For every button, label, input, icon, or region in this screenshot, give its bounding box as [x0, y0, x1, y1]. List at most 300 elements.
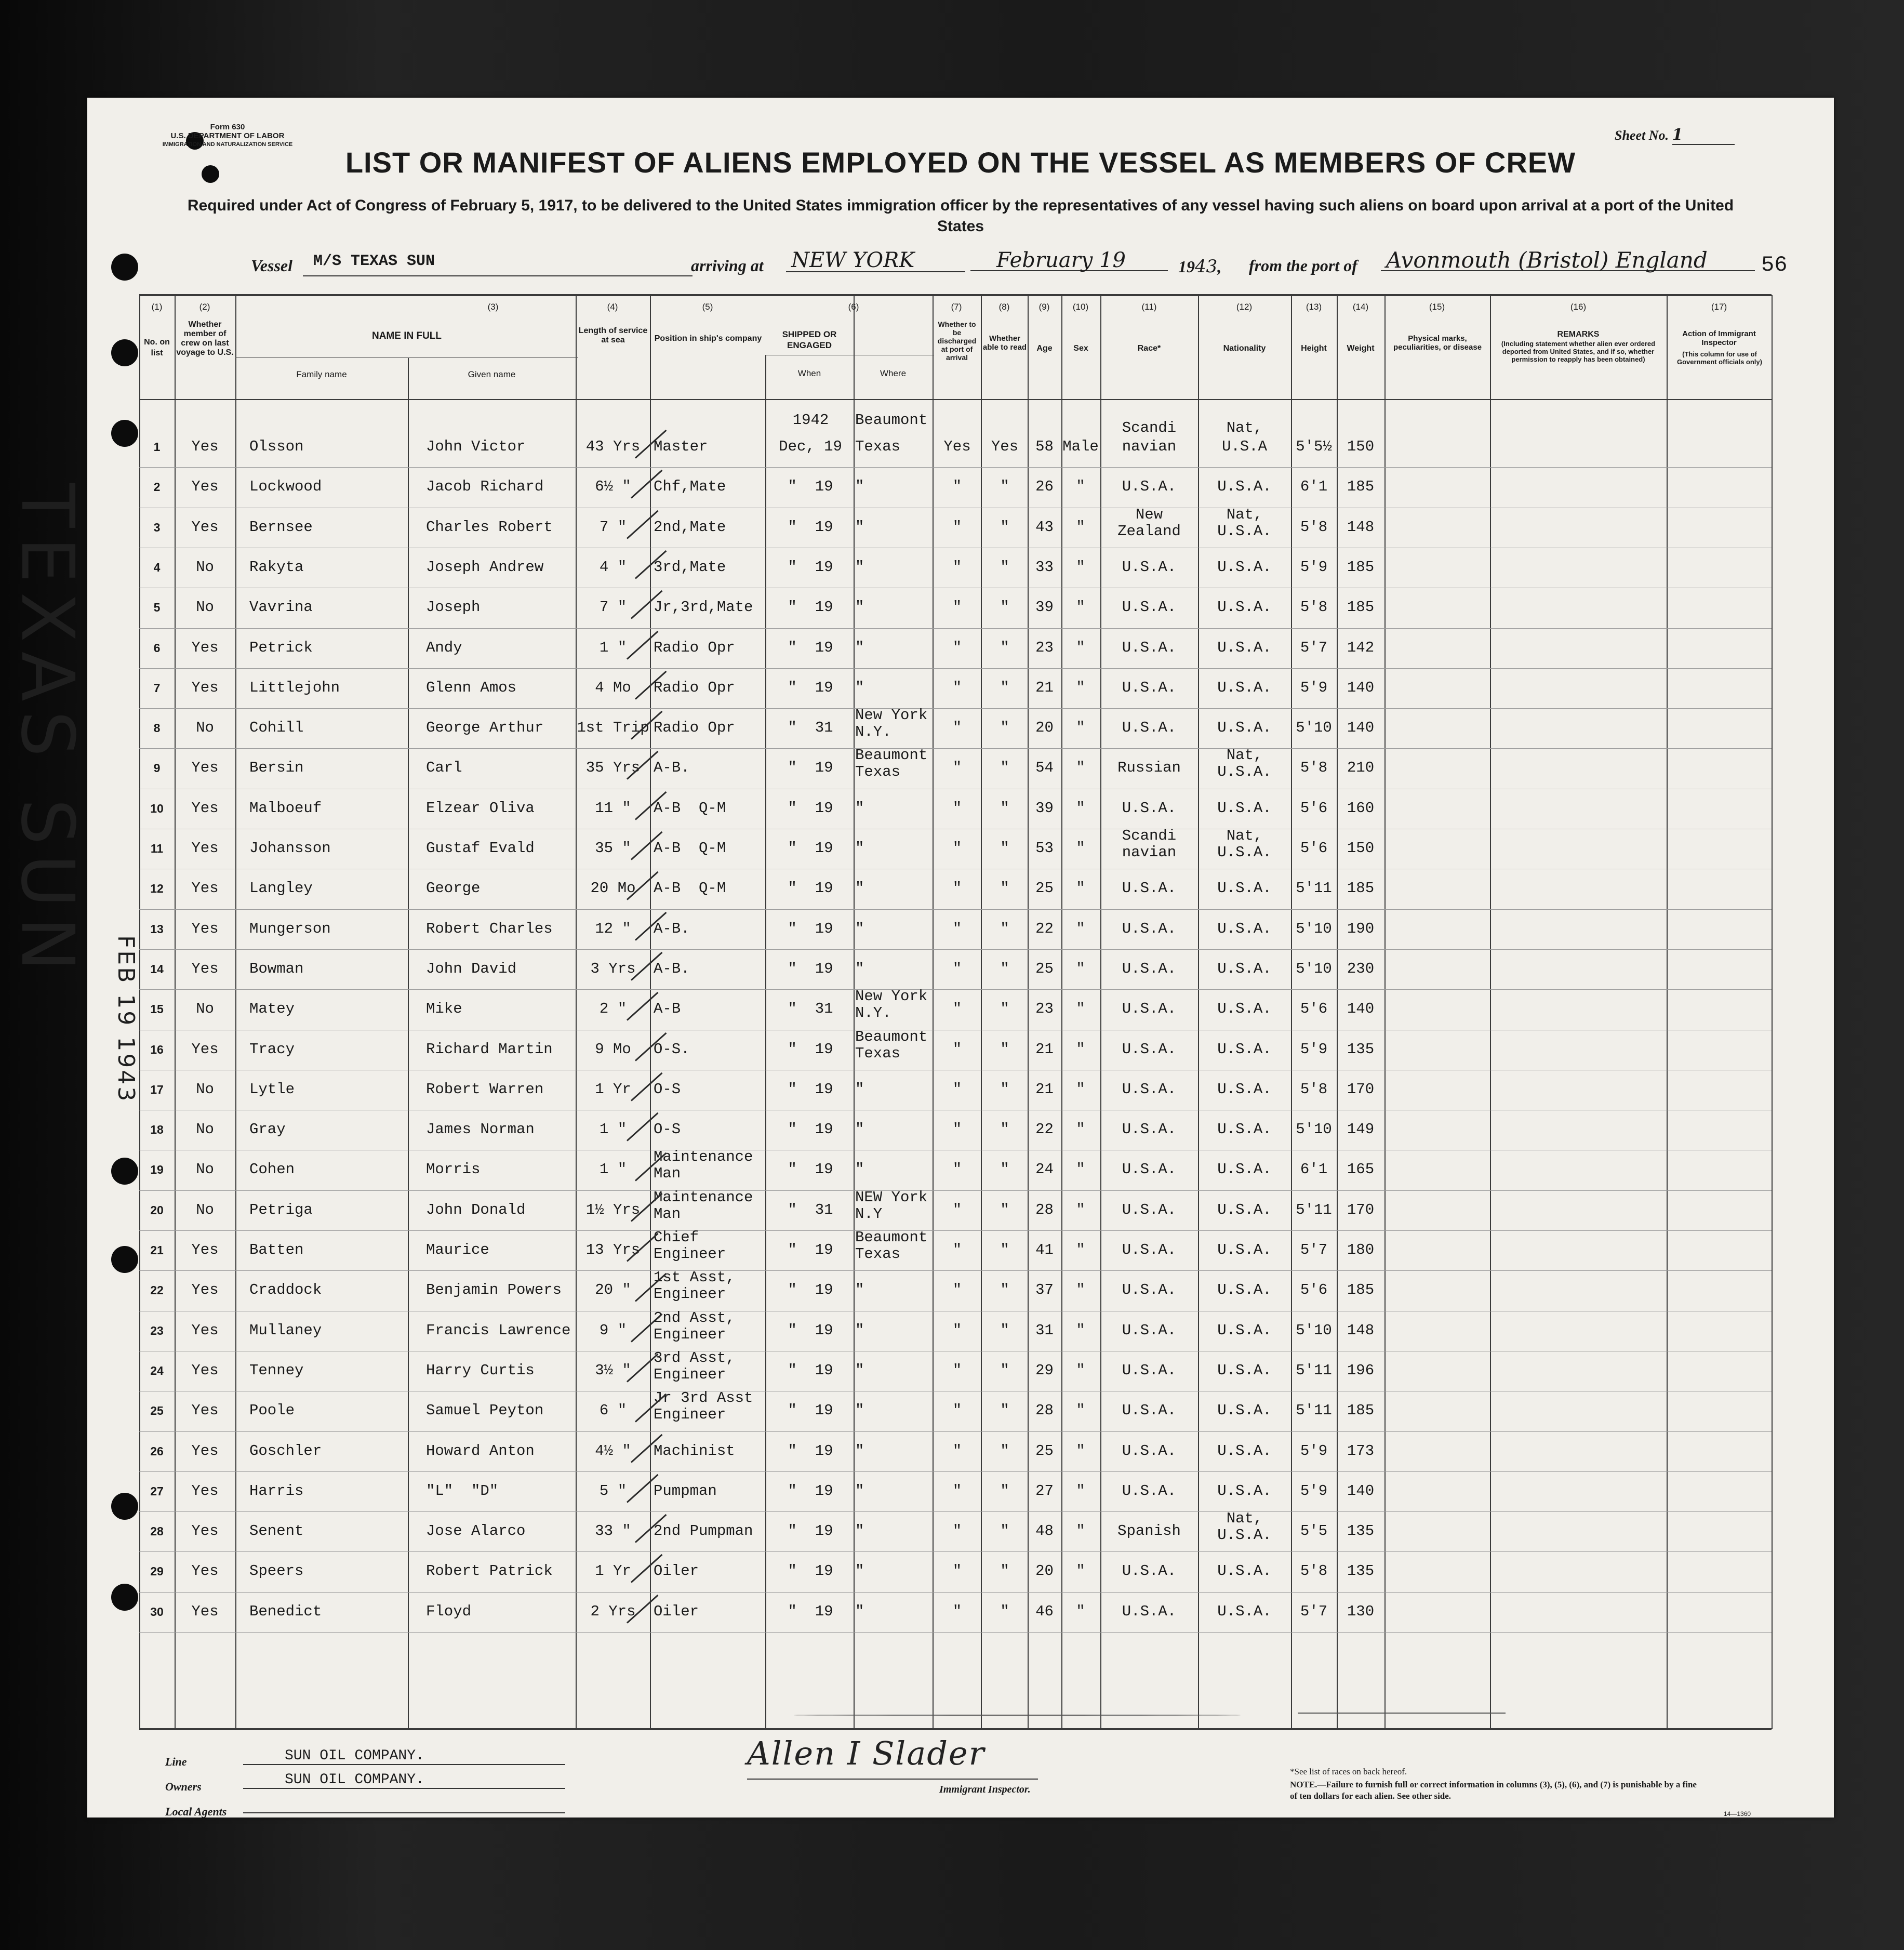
row-number: 16	[150, 1042, 164, 1056]
row-number: 19	[150, 1163, 164, 1177]
last-voyage-cell: No	[196, 1080, 214, 1098]
discharged-cell: "	[952, 1321, 962, 1339]
nationality-cell: Nat, U.S.A.	[1217, 506, 1272, 540]
when-cell: " 19	[788, 1281, 833, 1299]
given-name-cell: Samuel Peyton	[426, 1402, 544, 1420]
arrival-port: NEW YORK	[786, 248, 965, 272]
able-to-read-cell: "	[1000, 639, 1009, 656]
header-name-in-full: NAME IN FULL	[371, 330, 442, 341]
age-cell: 39	[1035, 799, 1054, 817]
manifest-sheet	[87, 98, 1834, 1818]
able-to-read-cell: "	[1000, 599, 1009, 616]
service-cell: 4½ "	[595, 1442, 631, 1460]
punch-hole	[111, 1158, 138, 1185]
age-cell: 28	[1035, 1201, 1054, 1218]
last-voyage-cell: No	[196, 1121, 214, 1138]
row-number: 24	[150, 1363, 164, 1377]
given-name-cell: Benjamin Powers	[426, 1281, 562, 1299]
able-to-read-cell: "	[1000, 1241, 1009, 1258]
row-number: 5	[153, 601, 161, 615]
discharged-cell: "	[952, 880, 962, 897]
table-row	[139, 1511, 1772, 1512]
able-to-read-cell: "	[1000, 1121, 1009, 1138]
header-nationality: Nationality	[1223, 344, 1266, 353]
age-cell: 25	[1035, 960, 1054, 977]
race-cell: U.S.A.	[1122, 1321, 1177, 1339]
where-cell: "	[855, 679, 864, 696]
given-name-cell: Gustaf Evald	[426, 840, 535, 857]
discharged-cell: "	[952, 518, 962, 536]
family-name-cell: Lockwood	[249, 478, 322, 496]
last-voyage-cell: Yes	[191, 1281, 219, 1299]
height-cell: 5'9	[1300, 1442, 1328, 1460]
service-cell: 9 Mo	[595, 1040, 631, 1058]
family-name-cell: Langley	[249, 880, 313, 897]
header-no-on-list: No. on list	[144, 338, 170, 357]
position-cell: Machinist	[654, 1442, 735, 1460]
height-cell: 5'9	[1300, 1482, 1328, 1500]
height-cell: 5'7	[1300, 639, 1328, 656]
able-to-read-cell: "	[1000, 1442, 1009, 1460]
when-cell: Dec, 19	[779, 438, 842, 455]
height-cell: 5'7	[1300, 1241, 1328, 1258]
age-cell: 54	[1035, 759, 1054, 777]
nationality-cell: U.S.A.	[1217, 1562, 1272, 1580]
row-number: 14	[150, 962, 164, 976]
age-cell: 21	[1035, 679, 1054, 696]
weight-cell: 140	[1347, 679, 1375, 696]
department: U.S. DEPARTMENT OF LABOR	[170, 131, 285, 140]
nationality-cell: U.S.A.	[1217, 1321, 1272, 1339]
position-cell: Radio Opr	[654, 719, 735, 737]
service-cell: 4 Mo	[595, 679, 631, 696]
able-to-read-cell: "	[1000, 679, 1009, 696]
position-cell: O-S.	[654, 1040, 690, 1058]
table-top-rule	[139, 294, 1772, 296]
when-cell: " 19	[788, 599, 833, 616]
service-cell: 33 "	[595, 1522, 631, 1540]
nationality-cell: Nat, U.S.A.	[1217, 827, 1272, 861]
race-cell: Spanish	[1117, 1522, 1181, 1540]
position-cell: Radio Opr	[654, 639, 735, 656]
nationality-cell: U.S.A.	[1217, 1241, 1272, 1258]
given-name-cell: Carl	[426, 759, 462, 777]
nationality-cell: U.S.A.	[1217, 1000, 1272, 1018]
punch-hole	[111, 1584, 138, 1611]
position-cell: Maintenance Man	[654, 1188, 753, 1223]
position-cell: O-S	[654, 1121, 681, 1138]
able-to-read-cell: "	[1000, 1000, 1009, 1018]
family-name-cell: Malboeuf	[249, 799, 322, 817]
last-voyage-cell: Yes	[191, 1482, 219, 1500]
sex-cell: "	[1076, 799, 1085, 817]
weight-cell: 210	[1347, 759, 1375, 777]
row-number: 6	[153, 641, 161, 655]
when-cell: " 31	[788, 1000, 833, 1018]
last-voyage-cell: Yes	[191, 1361, 219, 1379]
weight-cell: 180	[1347, 1241, 1375, 1258]
punch-hole	[111, 420, 138, 447]
discharged-cell: "	[952, 759, 962, 777]
when-cell: " 19	[788, 1321, 833, 1339]
race-cell: U.S.A.	[1122, 639, 1177, 656]
row-number: 8	[153, 721, 161, 735]
table-row	[139, 1551, 1772, 1552]
discharged-cell: "	[952, 1602, 962, 1620]
position-cell: Chief Engineer	[654, 1229, 726, 1263]
table-header-rule	[139, 399, 1772, 400]
column-number: (1)	[151, 302, 163, 312]
when-cell: " 19	[788, 1562, 833, 1580]
age-cell: 58	[1035, 438, 1054, 455]
sex-cell: "	[1076, 1361, 1085, 1379]
sex-cell: "	[1076, 1241, 1085, 1258]
race-cell: New Zealand	[1117, 506, 1181, 540]
weight-cell: 185	[1347, 478, 1375, 496]
where-cell: "	[855, 880, 864, 897]
position-cell: Pumpman	[654, 1482, 717, 1500]
where-cell: "	[855, 558, 864, 576]
race-cell: navian	[1122, 438, 1177, 455]
family-name-cell: Batten	[249, 1241, 304, 1258]
when-cell: " 31	[788, 1201, 833, 1218]
sex-cell: "	[1076, 1402, 1085, 1420]
year-label: 1943,	[1178, 256, 1222, 277]
discharged-cell: "	[952, 1080, 962, 1098]
nationality-cell: U.S.A.	[1217, 719, 1272, 737]
sex-cell: "	[1076, 599, 1085, 616]
age-cell: 20	[1035, 719, 1054, 737]
position-cell: Oiler	[654, 1602, 699, 1620]
able-to-read-cell: "	[1000, 1602, 1009, 1620]
age-cell: 25	[1035, 880, 1054, 897]
service-cell: 12 "	[595, 920, 631, 937]
position-cell: Jr,3rd,Mate	[654, 599, 753, 616]
column-number: (13)	[1306, 302, 1322, 312]
last-voyage-cell: Yes	[191, 1040, 219, 1058]
service-cell: 2 "	[599, 1000, 627, 1018]
family-name-cell: Olsson	[249, 438, 304, 455]
print-code: 14—1360	[1724, 1810, 1751, 1818]
weight-cell: 140	[1347, 719, 1375, 737]
race-cell: U.S.A.	[1122, 1361, 1177, 1379]
column-number: (8)	[998, 302, 1010, 312]
line-value: SUN OIL COMPANY.	[243, 1748, 565, 1765]
race-cell: U.S.A.	[1122, 1080, 1177, 1098]
footer-rule	[1298, 1713, 1506, 1714]
able-to-read-cell: "	[1000, 920, 1009, 937]
header-where: Where	[880, 368, 907, 378]
age-cell: 53	[1035, 840, 1054, 857]
position-cell: Jr 3rd Asst Engineer	[654, 1389, 753, 1424]
where-cell: Beaumont Texas	[855, 747, 928, 781]
last-voyage-cell: No	[196, 599, 214, 616]
table-row	[139, 628, 1772, 629]
given-name-cell: Howard Anton	[426, 1442, 535, 1460]
age-cell: 22	[1035, 1121, 1054, 1138]
race-cell: U.S.A.	[1122, 960, 1177, 977]
discharged-cell: "	[952, 1121, 962, 1138]
where-cell: "	[855, 1602, 864, 1620]
when-cell: " 19	[788, 1361, 833, 1379]
family-name-cell: Tracy	[249, 1040, 295, 1058]
row-number: 21	[150, 1243, 164, 1257]
sex-cell: "	[1076, 920, 1085, 937]
last-voyage-cell: Yes	[191, 880, 219, 897]
table-row	[139, 949, 1772, 950]
able-to-read-cell: "	[1000, 558, 1009, 576]
height-cell: 5'10	[1296, 719, 1332, 737]
col-divider	[408, 357, 409, 1729]
where-cell: "	[855, 639, 864, 656]
arrival-date: February 19	[970, 248, 1168, 271]
height-cell: 5'11	[1296, 1361, 1332, 1379]
last-voyage-cell: Yes	[191, 438, 219, 455]
weight-cell: 135	[1347, 1040, 1375, 1058]
age-cell: 27	[1035, 1482, 1054, 1500]
able-to-read-cell: "	[1000, 1562, 1009, 1580]
age-cell: 43	[1035, 518, 1054, 536]
given-name-cell: "L" "D"	[426, 1482, 499, 1500]
discharged-cell: "	[952, 639, 962, 656]
header-age: Age	[1036, 344, 1053, 353]
age-cell: 29	[1035, 1361, 1054, 1379]
column-number: (9)	[1038, 302, 1050, 312]
col-divider	[1490, 295, 1491, 1729]
age-cell: 21	[1035, 1080, 1054, 1098]
race-cell: U.S.A.	[1122, 1000, 1177, 1018]
discharged-cell: "	[952, 1281, 962, 1299]
nationality-cell: U.S.A.	[1217, 1402, 1272, 1420]
last-voyage-cell: Yes	[191, 799, 219, 817]
race-cell: U.S.A.	[1122, 1402, 1177, 1420]
arriving-label: arriving at	[691, 256, 764, 275]
sex-cell: "	[1076, 679, 1085, 696]
where-cell: "	[855, 840, 864, 857]
nationality-cell: U.S.A.	[1217, 1281, 1272, 1299]
family-name-cell: Cohen	[249, 1161, 295, 1178]
col-divider	[854, 295, 855, 1729]
family-name-cell: Craddock	[249, 1281, 322, 1299]
service-cell: 6 "	[599, 1402, 627, 1420]
service-cell: 7 "	[599, 599, 627, 616]
service-cell: 1 "	[599, 639, 627, 656]
column-number: (14)	[1352, 302, 1369, 312]
header-last-voyage: Whether member of crew on last voyage to U.S.	[176, 320, 234, 357]
last-voyage-cell: Yes	[191, 920, 219, 937]
race-cell: U.S.A.	[1122, 599, 1177, 616]
header-family-name: Family name	[296, 369, 347, 379]
when-cell: " 19	[788, 639, 833, 656]
last-voyage-cell: Yes	[191, 478, 219, 496]
height-cell: 5'8	[1300, 599, 1328, 616]
sex-cell: "	[1076, 1281, 1085, 1299]
last-voyage-cell: No	[196, 719, 214, 737]
nationality-cell: U.S.A.	[1217, 599, 1272, 616]
nationality-cell: U.S.A.	[1217, 558, 1272, 576]
able-to-read-cell: "	[1000, 1361, 1009, 1379]
sex-cell: "	[1076, 1482, 1085, 1500]
sex-cell: "	[1076, 880, 1085, 897]
given-name-cell: Jose Alarco	[426, 1522, 526, 1540]
race-cell: U.S.A.	[1122, 1281, 1177, 1299]
sex-cell: "	[1076, 759, 1085, 777]
height-cell: 5'6	[1300, 1281, 1328, 1299]
height-cell: 5'9	[1300, 558, 1328, 576]
given-name-cell: Maurice	[426, 1241, 489, 1258]
position-cell: A-B Q-M	[654, 880, 726, 897]
able-to-read-cell: "	[1000, 1482, 1009, 1500]
sex-cell: "	[1076, 1161, 1085, 1178]
nationality-cell: U.S.A.	[1217, 1442, 1272, 1460]
header-sex: Sex	[1073, 344, 1088, 353]
given-name-cell: James Norman	[426, 1121, 535, 1138]
age-cell: 37	[1035, 1281, 1054, 1299]
position-cell: 3rd,Mate	[654, 558, 726, 576]
where-cell: "	[855, 1562, 864, 1580]
row-number: 10	[150, 801, 164, 815]
height-cell: 5'6	[1300, 799, 1328, 817]
height-cell: 5'11	[1296, 1201, 1332, 1218]
weight-cell: 230	[1347, 960, 1375, 977]
weight-cell: 160	[1347, 799, 1375, 817]
nationality-first-line: Nat,	[1226, 419, 1263, 436]
shipped-year: 1942	[792, 412, 829, 429]
where-cell: "	[855, 1522, 864, 1540]
given-name-cell: Richard Martin	[426, 1040, 553, 1058]
discharged-cell: "	[952, 920, 962, 937]
when-cell: " 19	[788, 478, 833, 496]
header-race: Race*	[1137, 344, 1161, 353]
page-subtitle: Required under Act of Congress of February 5, 1917, to be delivered to the United States immigration officer by the representatives of any vessel having such aliens on board upon arrival at a port of the United States	[187, 197, 1734, 235]
able-to-read-cell: "	[1000, 799, 1009, 817]
sex-cell: "	[1076, 1040, 1085, 1058]
age-cell: 33	[1035, 558, 1054, 576]
discharged-cell: "	[952, 1241, 962, 1258]
position-cell: 2nd Asst, Engineer	[654, 1309, 735, 1343]
able-to-read-cell: "	[1000, 518, 1009, 536]
row-number: 28	[150, 1524, 164, 1538]
inspector-label: Immigrant Inspector.	[939, 1784, 1031, 1795]
weight-cell: 130	[1347, 1602, 1375, 1620]
race-cell: U.S.A.	[1122, 1121, 1177, 1138]
row-number: 27	[150, 1484, 164, 1498]
nationality-cell: U.S.A	[1221, 438, 1267, 455]
nationality-cell: U.S.A.	[1217, 1201, 1272, 1218]
header-inspector-note: (This column for use of Government officials only)	[1677, 350, 1762, 366]
service-cell: 1½ Yrs	[585, 1201, 641, 1218]
inspector-signature: Allen I Slader	[747, 1734, 986, 1772]
age-cell: 20	[1035, 1562, 1054, 1580]
when-cell: " 19	[788, 799, 833, 817]
sex-cell: "	[1076, 1201, 1085, 1218]
sex-cell: "	[1076, 1321, 1085, 1339]
family-name-cell: Lytle	[249, 1080, 295, 1098]
header-height: Height	[1301, 344, 1327, 353]
discharged-cell: "	[952, 599, 962, 616]
where-cell: "	[855, 1442, 864, 1460]
where-cell: "	[855, 1281, 864, 1299]
height-cell: 6'1	[1300, 1161, 1328, 1178]
able-to-read-cell: "	[1000, 1321, 1009, 1339]
height-cell: 5'11	[1296, 1402, 1332, 1420]
race-cell: U.S.A.	[1122, 478, 1177, 496]
nationality-cell: U.S.A.	[1217, 1361, 1272, 1379]
last-voyage-cell: No	[196, 558, 214, 576]
given-name-cell: Floyd	[426, 1602, 472, 1620]
column-number: (16)	[1570, 302, 1587, 312]
row-number: 12	[150, 882, 164, 896]
weight-cell: 185	[1347, 1281, 1375, 1299]
height-cell: 5'8	[1300, 1562, 1328, 1580]
given-name-cell: Harry Curtis	[426, 1361, 535, 1379]
margin-vessel-stamp: TEXAS SUN	[5, 483, 89, 981]
row-number: 25	[150, 1404, 164, 1418]
given-name-cell: Joseph Andrew	[426, 558, 544, 576]
given-name-cell: Robert Charles	[426, 920, 553, 937]
shipped-where-first: Beaumont	[855, 412, 928, 429]
sex-cell: "	[1076, 1602, 1085, 1620]
table-row	[139, 1190, 1772, 1191]
age-cell: 41	[1035, 1241, 1054, 1258]
table-row	[139, 1230, 1772, 1231]
family-name-cell: Harris	[249, 1482, 304, 1500]
last-voyage-cell: No	[196, 1000, 214, 1018]
service-cell: 2 Yrs	[590, 1602, 636, 1620]
weight-cell: 170	[1347, 1080, 1375, 1098]
discharged-cell: "	[952, 1040, 962, 1058]
weight-cell: 190	[1347, 920, 1375, 937]
weight-cell: 142	[1347, 639, 1375, 656]
column-number: (12)	[1236, 302, 1253, 312]
nationality-cell: Nat, U.S.A.	[1217, 747, 1272, 781]
weight-cell: 165	[1347, 1161, 1375, 1178]
position-cell: Chf,Mate	[654, 478, 726, 496]
given-name-cell: Elzear Oliva	[426, 799, 535, 817]
age-cell: 23	[1035, 1000, 1054, 1018]
position-cell: Master	[654, 438, 708, 455]
table-row	[139, 668, 1772, 669]
given-name-cell: John Victor	[426, 438, 526, 455]
family-name-cell: Bernsee	[249, 518, 313, 536]
discharged-cell: Yes	[943, 438, 971, 455]
last-voyage-cell: Yes	[191, 679, 219, 696]
race-first-line: Scandi	[1122, 419, 1177, 436]
given-name-cell: George	[426, 880, 481, 897]
weight-cell: 140	[1347, 1000, 1375, 1018]
table-row	[139, 1471, 1772, 1472]
when-cell: " 19	[788, 880, 833, 897]
given-name-cell: George Arthur	[426, 719, 544, 737]
when-cell: " 19	[788, 558, 833, 576]
last-voyage-cell: Yes	[191, 759, 219, 777]
page-title: LIST OR MANIFEST OF ALIENS EMPLOYED ON THE VESSEL AS MEMBERS OF CREW	[345, 146, 1576, 179]
header-remarks-note: (Including statement whether alien ever ordered deported from United States, and if so, whether permission to reapply has been obtained)	[1501, 340, 1656, 363]
last-voyage-cell: Yes	[191, 1442, 219, 1460]
where-cell: "	[855, 1080, 864, 1098]
where-cell: New York N.Y.	[855, 707, 928, 741]
discharged-cell: "	[952, 558, 962, 576]
age-cell: 48	[1035, 1522, 1054, 1540]
when-cell: " 19	[788, 1121, 833, 1138]
service-cell: 1 Yr	[595, 1562, 631, 1580]
weight-cell: 150	[1347, 438, 1375, 455]
height-cell: 5'6	[1300, 1000, 1328, 1018]
weight-cell: 185	[1347, 558, 1375, 576]
column-number: (10)	[1072, 302, 1089, 312]
given-name-cell: John David	[426, 960, 517, 977]
race-cell: U.S.A.	[1122, 1482, 1177, 1500]
